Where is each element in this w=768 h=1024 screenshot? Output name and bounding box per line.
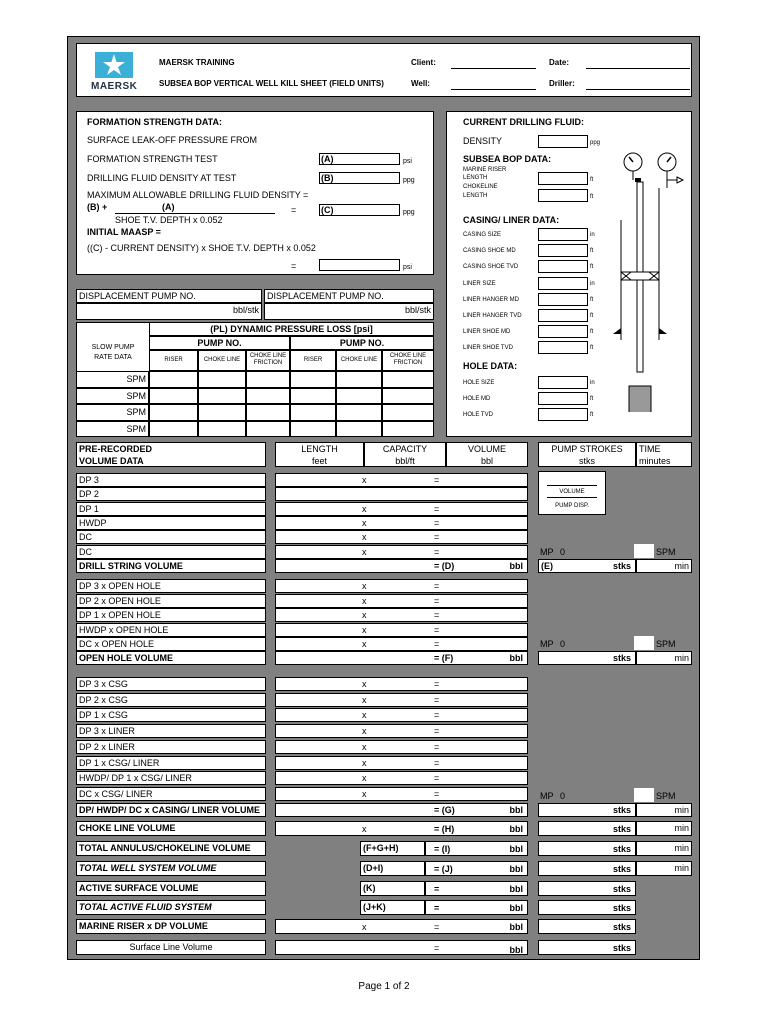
casing-row-label: CASING SHOE TVD: [463, 264, 519, 271]
spm-row-label: SPM: [76, 404, 149, 421]
total-row-label: Surface Line Volume: [76, 940, 266, 955]
volume-header: VOLUME bbl: [446, 442, 528, 467]
casing-row-input[interactable]: [538, 293, 588, 306]
spm-label: SPM: [656, 547, 676, 557]
casing-row-label: CASING SHOE MD: [463, 248, 516, 255]
choke-line-col-2: CHOKE LINE: [336, 350, 382, 371]
spm-input[interactable]: [634, 788, 654, 802]
pressure-loss-input[interactable]: [198, 371, 246, 388]
volume-row-label: DP 3: [76, 473, 266, 487]
formation-line8: ((C) - CURRENT DENSITY) x SHOE T.V. DEPTH x 0.052: [87, 243, 316, 253]
volume-row-calc[interactable]: x =: [275, 637, 528, 651]
formation-title: FORMATION STRENGTH DATA:: [87, 117, 222, 127]
casing-row-input[interactable]: [538, 341, 588, 354]
pressure-loss-input[interactable]: [290, 421, 336, 438]
volume-row-calc[interactable]: x =: [275, 579, 528, 593]
pump-no-1: PUMP NO.: [149, 336, 290, 350]
hole-row-input[interactable]: [538, 376, 588, 389]
total-row-time[interactable]: min: [636, 861, 692, 876]
total-row-label: TOTAL WELL SYSTEM VOLUME: [76, 861, 266, 876]
pressure-loss-input[interactable]: [290, 404, 336, 421]
hole-row-label: HOLE SIZE: [463, 380, 495, 386]
disp-pump-2-input[interactable]: bbl/stk: [264, 303, 434, 320]
pressure-loss-input[interactable]: [382, 421, 434, 438]
spm-label: SPM: [656, 639, 676, 649]
formation-line4: MAXIMUM ALLOWABLE DRILLING FLUID DENSITY =: [87, 190, 309, 200]
volume-row-calc[interactable]: x =: [275, 530, 528, 544]
leakoff-pressure-input[interactable]: (A): [319, 153, 400, 165]
strokes-formula-box: VOLUME PUMP DISP.: [538, 471, 606, 515]
spm-row-label: SPM: [76, 371, 149, 388]
choke-friction-col-1: CHOKE LINE FRICTION: [246, 350, 290, 371]
current-fluid-title: CURRENT DRILLING FLUID:: [463, 117, 584, 127]
max-density-result[interactable]: (C): [319, 204, 400, 216]
volume-row-calc[interactable]: x =: [275, 787, 528, 801]
unit-psi-a: psi: [403, 158, 412, 165]
total-row-strokes[interactable]: stks: [538, 861, 636, 876]
total-row-strokes[interactable]: stks: [538, 881, 636, 896]
hole-row-label: HOLE MD: [463, 396, 491, 402]
length-header: LENGTH feet: [275, 442, 364, 467]
casing-row-input[interactable]: [538, 309, 588, 322]
total-row-formula: (J+K): [360, 900, 425, 915]
total-row-calc[interactable]: = (J) bbl: [425, 861, 528, 876]
casing-row-input[interactable]: [538, 277, 588, 290]
date-label: Date:: [549, 58, 570, 67]
mp-label: MP: [540, 791, 554, 801]
casing-row-input[interactable]: [538, 228, 588, 241]
volume-row-label: HWDP: [76, 516, 266, 530]
volume-row-label: DP 1: [76, 502, 266, 516]
pump-strokes-header: PUMP STROKES stks: [538, 442, 636, 467]
volume-row-label: DC x OPEN HOLE: [76, 637, 266, 651]
maersk-star-logo: [95, 52, 133, 78]
casing-row-input[interactable]: [538, 325, 588, 338]
total-row-calc[interactable]: = bbl: [425, 900, 528, 915]
marine-riser-length-input[interactable]: [538, 172, 588, 185]
pressure-loss-input[interactable]: [246, 371, 290, 388]
spm-input[interactable]: [634, 636, 654, 650]
spm-input[interactable]: [634, 544, 654, 558]
volume-row-label: DP 2 x OPEN HOLE: [76, 594, 266, 608]
formation-line3: DRILLING FLUID DENSITY AT TEST: [87, 173, 237, 183]
pressure-loss-input[interactable]: [149, 388, 198, 405]
client-label: Client:: [411, 58, 436, 67]
section-total-label: OPEN HOLE VOLUME: [76, 651, 266, 665]
pressure-loss-input[interactable]: [382, 371, 434, 388]
riser-col-1: RISER: [149, 350, 198, 371]
total-row-label: CHOKE LINE VOLUME: [76, 821, 266, 836]
casing-row-label: LINER HANGER TVD: [463, 313, 522, 319]
volume-row-calc[interactable]: x =: [275, 677, 528, 691]
density-label: DENSITY: [463, 136, 503, 146]
casing-title: CASING/ LINER DATA:: [463, 215, 560, 225]
pressure-loss-input[interactable]: [336, 421, 382, 438]
pressure-loss-input[interactable]: [246, 404, 290, 421]
volume-row-calc[interactable]: x =: [275, 608, 528, 622]
casing-row-input[interactable]: [538, 260, 588, 273]
section-total-calc[interactable]: = (D) bbl: [275, 559, 528, 573]
volume-row-label: DP 2 x CSG: [76, 693, 266, 707]
disp-pump-2-label: DISPLACEMENT PUMP NO.: [264, 289, 434, 303]
hole-title: HOLE DATA:: [463, 361, 518, 371]
page-footer: Page 1 of 2: [358, 981, 410, 992]
time-header: TIME minutes: [636, 442, 692, 467]
formation-line6: SHOE T.V. DEPTH x 0.052: [115, 215, 223, 225]
sheet-title: SUBSEA BOP VERTICAL WELL KILL SHEET (FIELD UNITS): [159, 79, 384, 88]
pump-no-2: PUMP NO.: [290, 336, 434, 350]
volume-row-calc[interactable]: x =: [275, 516, 528, 530]
total-row-calc[interactable]: x = (H) bbl: [275, 821, 528, 836]
riser-col-2: RISER: [290, 350, 336, 371]
formation-line9-eq: =: [291, 261, 297, 271]
volume-row-label: HWDP x OPEN HOLE: [76, 623, 266, 637]
section-time[interactable]: min: [636, 651, 692, 665]
section-total-calc[interactable]: = (F) bbl: [275, 651, 528, 665]
casing-row-input[interactable]: [538, 244, 588, 257]
pressure-loss-input[interactable]: [198, 404, 246, 421]
pressure-loss-input[interactable]: [149, 371, 198, 388]
volume-row-label: DP 3 x OPEN HOLE: [76, 579, 266, 593]
dynamic-pressure-title: (PL) DYNAMIC PRESSURE LOSS [psi]: [149, 322, 434, 336]
section-strokes[interactable]: (E) stks: [538, 559, 636, 573]
pressure-loss-input[interactable]: [149, 404, 198, 421]
company-name: MAERSK TRAINING: [159, 58, 235, 67]
section-time[interactable]: min: [636, 803, 692, 817]
pressure-loss-input[interactable]: [382, 404, 434, 421]
total-row-calc[interactable]: = bbl: [275, 940, 528, 955]
driller-label: Driller:: [549, 79, 575, 88]
pressure-loss-input[interactable]: [246, 421, 290, 438]
spm-label: SPM: [656, 791, 676, 801]
section-time[interactable]: min: [636, 559, 692, 573]
volume-row-calc[interactable]: [275, 487, 528, 501]
formation-line5-left: (B) +: [87, 202, 108, 212]
test-density-input[interactable]: (B): [319, 172, 400, 184]
volume-row-calc[interactable]: x =: [275, 502, 528, 516]
hole-row-label: HOLE TVD: [463, 412, 493, 418]
total-row-strokes[interactable]: stks: [538, 821, 636, 836]
formation-line5-a: (A): [162, 202, 175, 212]
bop-title: SUBSEA BOP DATA:: [463, 154, 552, 164]
spm-row-label: SPM: [76, 421, 149, 438]
total-row-label: ACTIVE SURFACE VOLUME: [76, 881, 266, 896]
total-row-strokes[interactable]: stks: [538, 841, 636, 856]
hole-row-input[interactable]: [538, 408, 588, 421]
volume-row-calc[interactable]: x =: [275, 708, 528, 722]
mp-label: MP: [540, 639, 554, 649]
volume-row-label: DP 3 x LINER: [76, 724, 266, 738]
total-row-strokes[interactable]: stks: [538, 900, 636, 915]
density-unit: ppg: [590, 140, 601, 146]
spm-row-label: SPM: [76, 388, 149, 405]
volume-row-calc[interactable]: x =: [275, 771, 528, 785]
pressure-loss-input[interactable]: [336, 404, 382, 421]
total-row-formula: (F+G+H): [360, 841, 425, 856]
total-row-calc[interactable]: = (I) bbl: [425, 841, 528, 856]
total-row-label: TOTAL ANNULUS/CHOKELINE VOLUME: [76, 841, 266, 856]
pressure-loss-input[interactable]: [290, 371, 336, 388]
well-schematic-diagram: [607, 150, 687, 412]
kill-sheet: MAERSK MAERSK TRAINING SUBSEA BOP VERTICAL WELL KILL SHEET (FIELD UNITS) Client: Well: Date: Driller: FORMATION STRENGTH DATA: SURFACE LEAK-OFF PRESSURE FROM FORMATION STRENGTH TEST (A) psi DRILLING FLUID DENSITY AT TEST (B) ppg MAXIMUM ALLOWABLE DRILLING FLUID DENSITY = (B) + (A) = (C) ppg SHOE T.V. DEPTH x 0.052 INITIAL MAASP = ((C) - CURRENT DENSITY) x SHOE T.V. DEPTH x 0.052 = psi CURRENT DRILLING FLUID: DENSITY ppg SUBSEA BOP DATA: MARINE RISER LENGTH ft CHOKELINE LENGTH ft CASING/ LINER DATA: CASING SIZE in CASING SHOE MD ft CASING SHOE TVD ft LINER SIZE in LINER HANGER MD ft LINER HANGER TVD ft LINER SHOE MD ft LINER SHOE TVD ft HOLE DATA: HOLE SIZE in HOLE MD ft HOLE TVD ft DISPLACEMENT PUMP NO. DISPLACEMENT PUMP NO. bbl/stk bbl/stk (PL) DYNAMIC PRESSURE LOSS [psi] PUMP NO. PUMP NO. SLOW PUMP RATE DATA RISER CHOKE LINE CHOKE LINE FRICTION RISER CHOKE LINE CHOKE LINE FRICTION SPM SPM SPM SPM PRE-RECORDED VOLUME DATA LENGTH feet CAPACITY bbl/ft VOLUME bbl PUMP STROKES stks TIME minutes VOLUME PUMP DISP. DP 3 x = DP 2 DP 1 x = HWDP x = DC x = DC x = DRILL STRING VOLUME = (D) bbl (E) stks min MP 0 SPM DP 3 x OPEN HOLE x = DP 2 x OPEN HOLE x = DP 1 x OPEN HOLE x = HWDP x OPEN HOLE x = DC x OPEN HOLE x = OPEN HOLE VOLUME = (F) bbl stks min MP 0 SPM DP 3 x CSG x = DP 2 x CSG x = DP 1 x CSG x = DP 3 x LINER x = DP 2 x LINER x = DP 1 x CSG/ LINER x = HWDP/ DP 1 x CSG/ LINER x = DC x CSG/ LINER x = DP/ HWDP/ DC x CASING/ LINER VOLUME = (G) bbl stks min MP 0 SPM CHOKE LINE VOLUME x = (H) bbl stks min TOTAL ANNULUS/CHOKELINE VOLUME (F+G+H) = (I) bbl stks min TOTAL WELL SYSTEM VOLUME (D+I) = (J) bbl stks min ACTIVE SURFACE VOLUME (K) = bbl stks TOTAL ACTIVE FLUID SYSTEM (J+K) = bbl stks MARINE RISER x DP VOLUME x = bbl stks Surface Line Volume = bbl stks: [67, 36, 700, 960]
unit-psi-maasp: psi: [403, 264, 412, 271]
formation-line1: SURFACE LEAK-OFF PRESSURE FROM: [87, 135, 258, 145]
volume-row-calc[interactable]: x =: [275, 545, 528, 559]
pressure-loss-input[interactable]: [336, 371, 382, 388]
drilling-fluid-panel: CURRENT DRILLING FLUID: DENSITY ppg SUBSEA BOP DATA: MARINE RISER LENGTH ft CHOKELINE LENGTH ft CASING/ LINER DATA: CASING SIZE in CASING SHOE MD ft CASING SHOE TVD ft LINER SIZE in LINER HANGER MD ft LINER HANGER TVD ft LINER SHOE MD ft LINER SHOE TVD ft HOLE DATA: HOLE SIZE in HOLE MD ft HOLE TVD ft: [446, 111, 692, 437]
volume-row-label: DC: [76, 545, 266, 559]
volume-row-calc[interactable]: x =: [275, 740, 528, 754]
volume-row-calc[interactable]: x =: [275, 756, 528, 770]
formation-line5-eq: =: [291, 205, 297, 215]
pressure-loss-input[interactable]: [246, 388, 290, 405]
volume-row-calc[interactable]: x =: [275, 623, 528, 637]
slow-pump-label: SLOW PUMP: [91, 344, 135, 351]
pressure-loss-input[interactable]: [198, 421, 246, 438]
section-strokes[interactable]: stks: [538, 651, 636, 665]
volume-row-label: DP 1 x CSG/ LINER: [76, 756, 266, 770]
volume-row-label: DC: [76, 530, 266, 544]
pressure-loss-input[interactable]: [198, 388, 246, 405]
total-row-strokes[interactable]: stks: [538, 940, 636, 955]
driller-field[interactable]: [586, 89, 690, 90]
total-row-calc[interactable]: x = bbl: [275, 919, 528, 934]
well-field[interactable]: [451, 89, 536, 90]
formation-line2: FORMATION STRENGTH TEST: [87, 154, 218, 164]
unit-ppg-c: ppg: [403, 209, 415, 216]
volume-row-calc[interactable]: x =: [275, 473, 528, 487]
mp-label: MP: [540, 547, 554, 557]
total-row-label: MARINE RISER x DP VOLUME: [76, 919, 266, 934]
volume-row-calc[interactable]: x =: [275, 724, 528, 738]
casing-row-label: LINER HANGER MD: [463, 296, 520, 303]
casing-row-label: LINER SHOE MD: [463, 329, 511, 336]
total-row-time[interactable]: min: [636, 821, 692, 836]
initial-maasp-result[interactable]: [319, 259, 400, 271]
client-field[interactable]: [451, 68, 536, 69]
pressure-loss-input[interactable]: [336, 388, 382, 405]
hole-row-input[interactable]: [538, 392, 588, 405]
casing-row-label: CASING SIZE: [463, 232, 502, 238]
volume-row-calc[interactable]: x =: [275, 594, 528, 608]
pressure-loss-input[interactable]: [382, 388, 434, 405]
section-strokes[interactable]: stks: [538, 803, 636, 817]
total-row-label: TOTAL ACTIVE FLUID SYSTEM: [76, 900, 266, 915]
formation-line7: INITIAL MAASP =: [87, 227, 161, 237]
pressure-loss-input[interactable]: [290, 388, 336, 405]
volume-row-calc[interactable]: x =: [275, 693, 528, 707]
formation-strength-panel: [76, 111, 434, 275]
chokeline-length-input[interactable]: [538, 189, 588, 202]
casing-row-label: LINER SIZE: [463, 280, 496, 287]
total-row-formula: (D+I): [360, 861, 425, 876]
volume-row-label: DP 2: [76, 487, 266, 501]
casing-row-label: LINER SHOE TVD: [463, 345, 513, 352]
section-total-label: DRILL STRING VOLUME: [76, 559, 266, 573]
volume-row-label: HWDP/ DP 1 x CSG/ LINER: [76, 771, 266, 785]
header-panel: [76, 43, 692, 97]
total-row-formula: (K): [360, 881, 425, 896]
pressure-loss-input[interactable]: [149, 421, 198, 438]
choke-line-col-1: CHOKE LINE: [198, 350, 246, 371]
volume-row-label: DP 3 x CSG: [76, 677, 266, 691]
section-total-calc[interactable]: = (G) bbl: [275, 803, 528, 817]
rate-data-label: RATE DATA: [94, 354, 132, 361]
date-field[interactable]: [586, 68, 690, 69]
pre-recorded-header: PRE-RECORDED VOLUME DATA: [76, 442, 266, 467]
disp-pump-1-label: DISPLACEMENT PUMP NO.: [76, 289, 262, 303]
volume-row-label: DP 1 x CSG: [76, 708, 266, 722]
total-row-calc[interactable]: = bbl: [425, 881, 528, 896]
well-label: Well:: [411, 79, 430, 88]
density-input[interactable]: [538, 135, 588, 148]
unit-ppg-b: ppg: [403, 177, 415, 184]
volume-row-label: DC x CSG/ LINER: [76, 787, 266, 801]
disp-pump-1-input[interactable]: bbl/stk: [76, 303, 262, 320]
capacity-header: CAPACITY bbl/ft: [364, 442, 446, 467]
volume-row-label: DP 2 x LINER: [76, 740, 266, 754]
volume-row-label: DP 1 x OPEN HOLE: [76, 608, 266, 622]
brand-name: MAERSK: [91, 81, 138, 92]
section-total-label: DP/ HWDP/ DC x CASING/ LINER VOLUME: [76, 803, 266, 817]
choke-friction-col-2: CHOKE LINE FRICTION: [382, 350, 434, 371]
total-row-strokes[interactable]: stks: [538, 919, 636, 934]
total-row-time[interactable]: min: [636, 841, 692, 856]
